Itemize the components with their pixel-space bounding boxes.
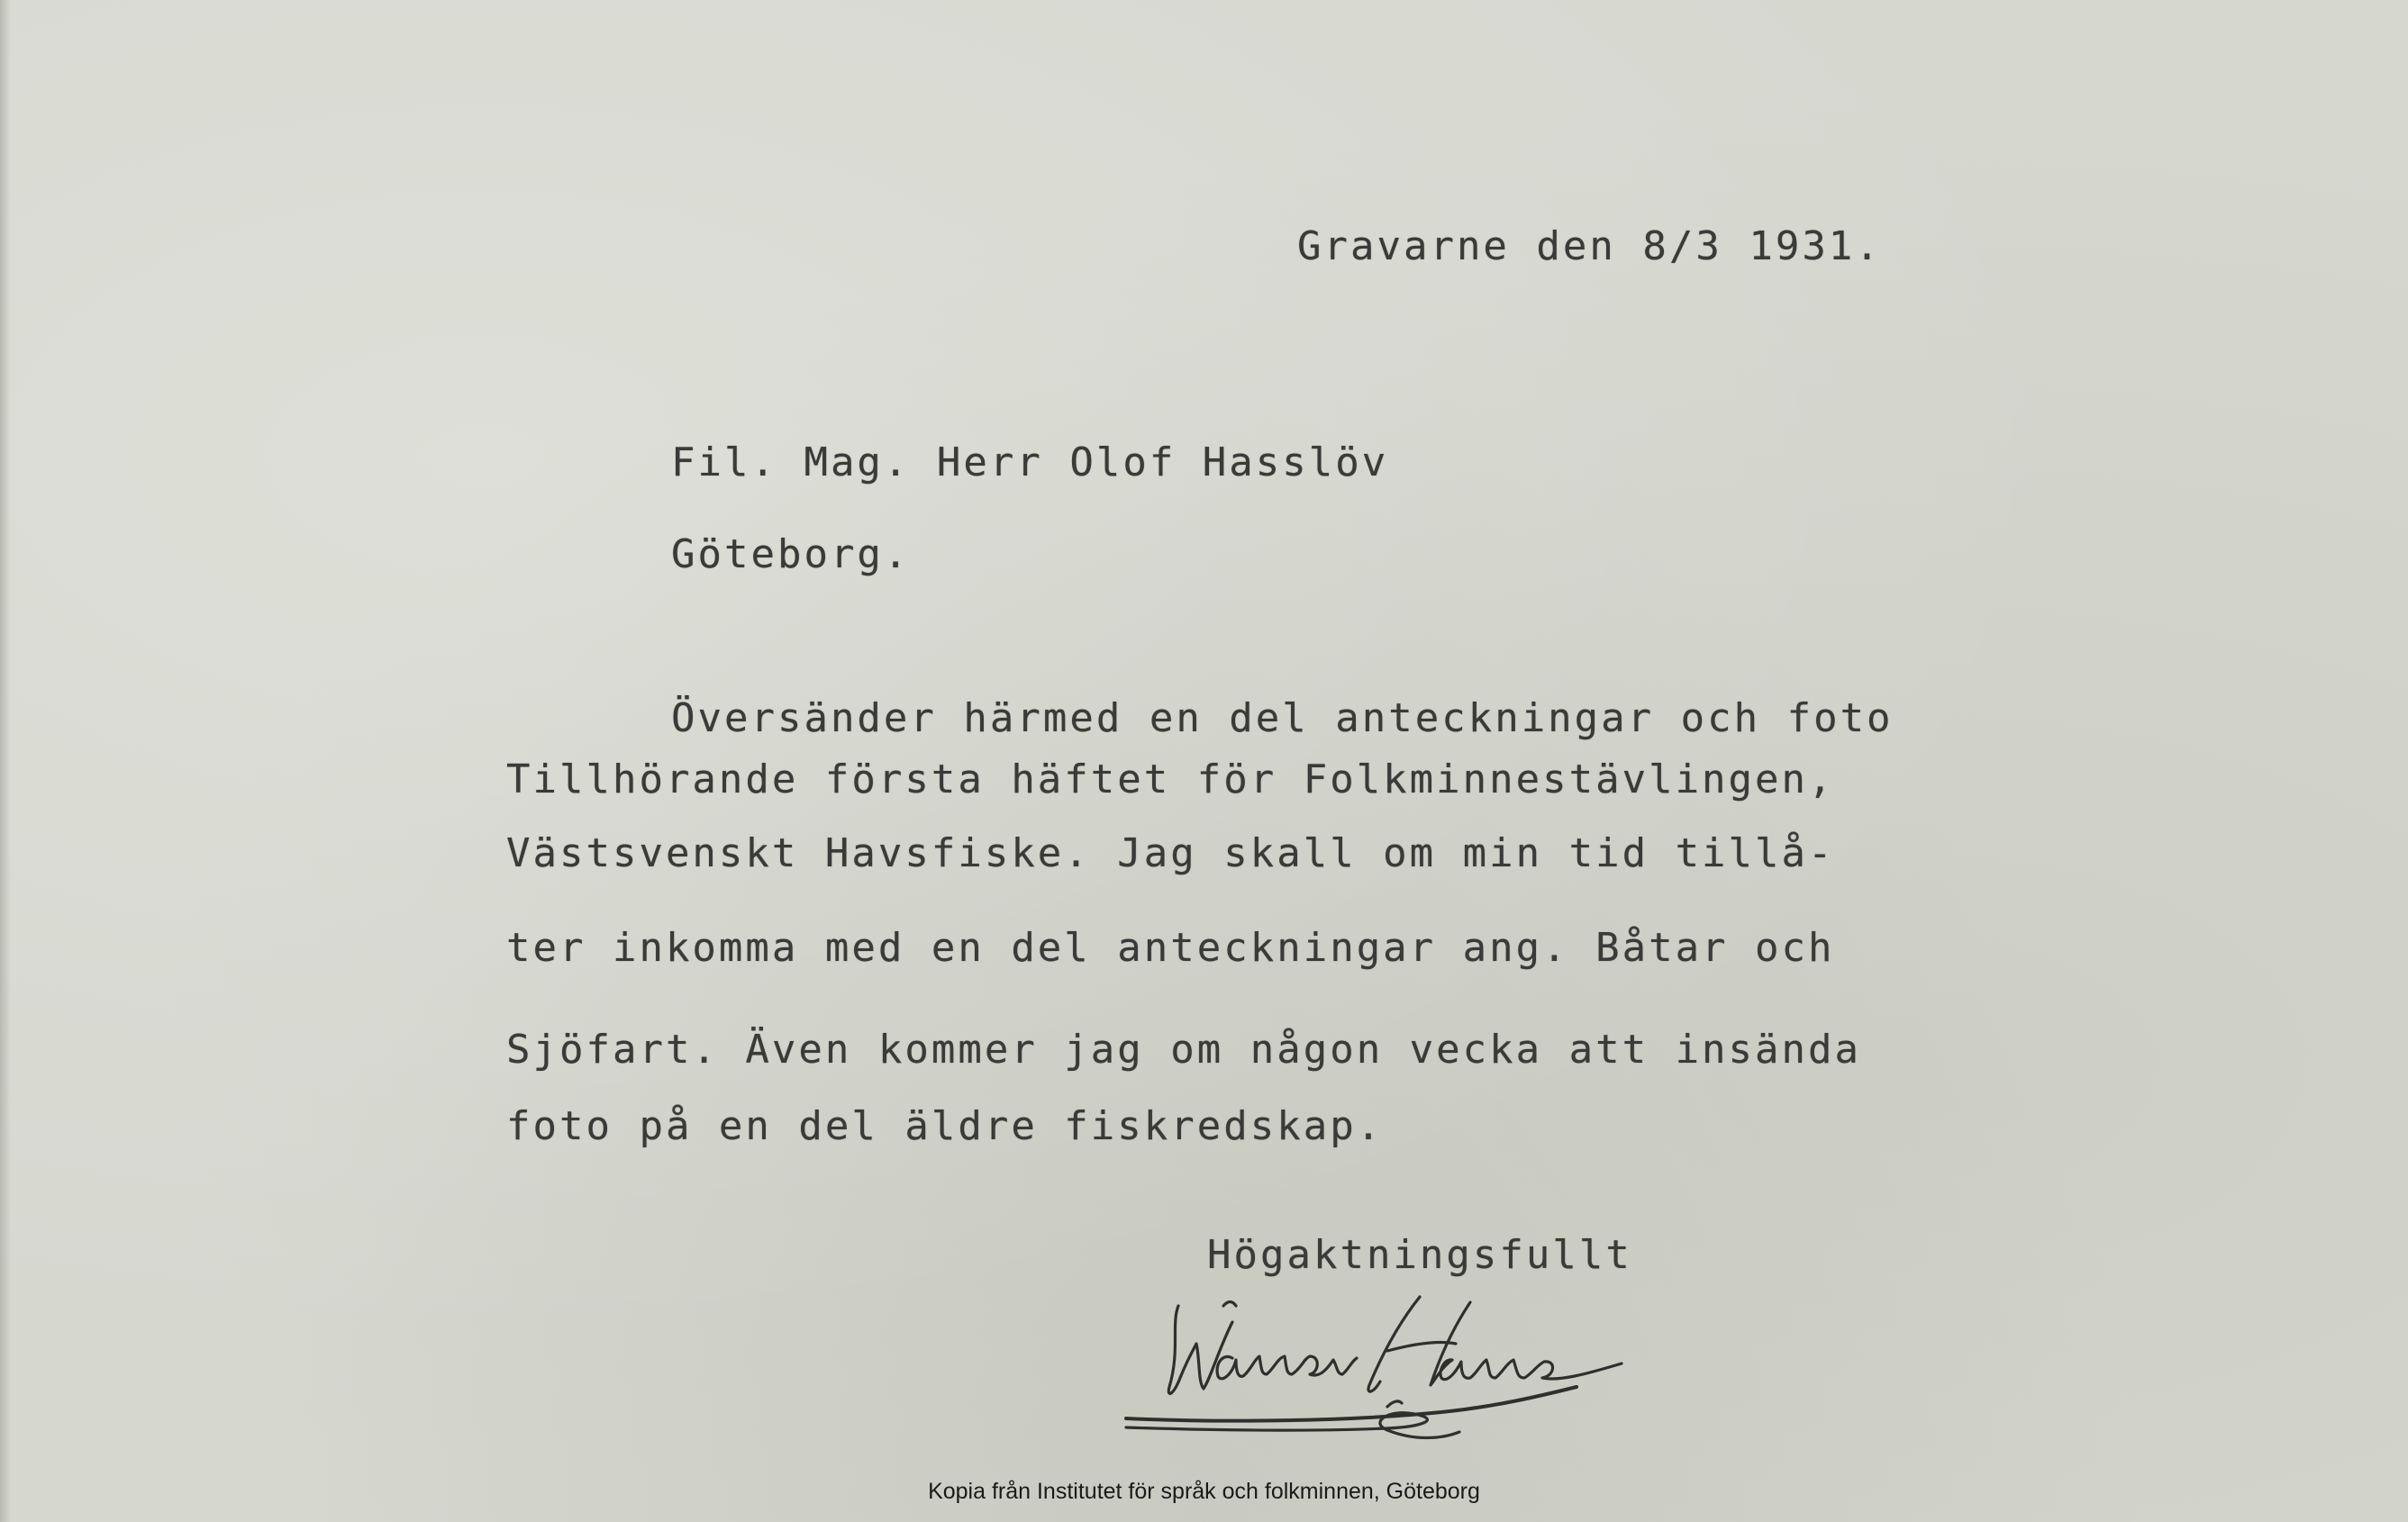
- body-line: Översänder härmed en del anteckningar och foto: [671, 695, 1894, 741]
- body-line: ter inkomma med en del anteckningar ang. Båtar och: [506, 925, 1835, 971]
- recipient-name: Fil. Mag. Herr Olof Hasslöv: [671, 439, 1389, 485]
- body-line: Sjöfart. Även kommer jag om någon vecka att insända: [506, 1027, 1862, 1073]
- archive-footer-caption: Kopia från Institutet för språk och folkminnen, Göteborg: [928, 1479, 1480, 1504]
- body-line: foto på en del äldre fiskredskap.: [506, 1103, 1384, 1149]
- letter-date: Gravarne den 8/3 1931.: [1297, 223, 1882, 269]
- handwritten-signature: [1117, 1288, 1730, 1450]
- body-line: Tillhörande första häftet för Folkminnestävlingen,: [506, 756, 1835, 802]
- recipient-city: Göteborg.: [671, 531, 911, 577]
- paper-edge-shadow: [0, 0, 11, 1522]
- letter-closing: Högaktningsfullt: [1207, 1232, 1632, 1278]
- body-line: Västsvenskt Havsfiske. Jag skall om min tid tillå-: [506, 830, 1835, 876]
